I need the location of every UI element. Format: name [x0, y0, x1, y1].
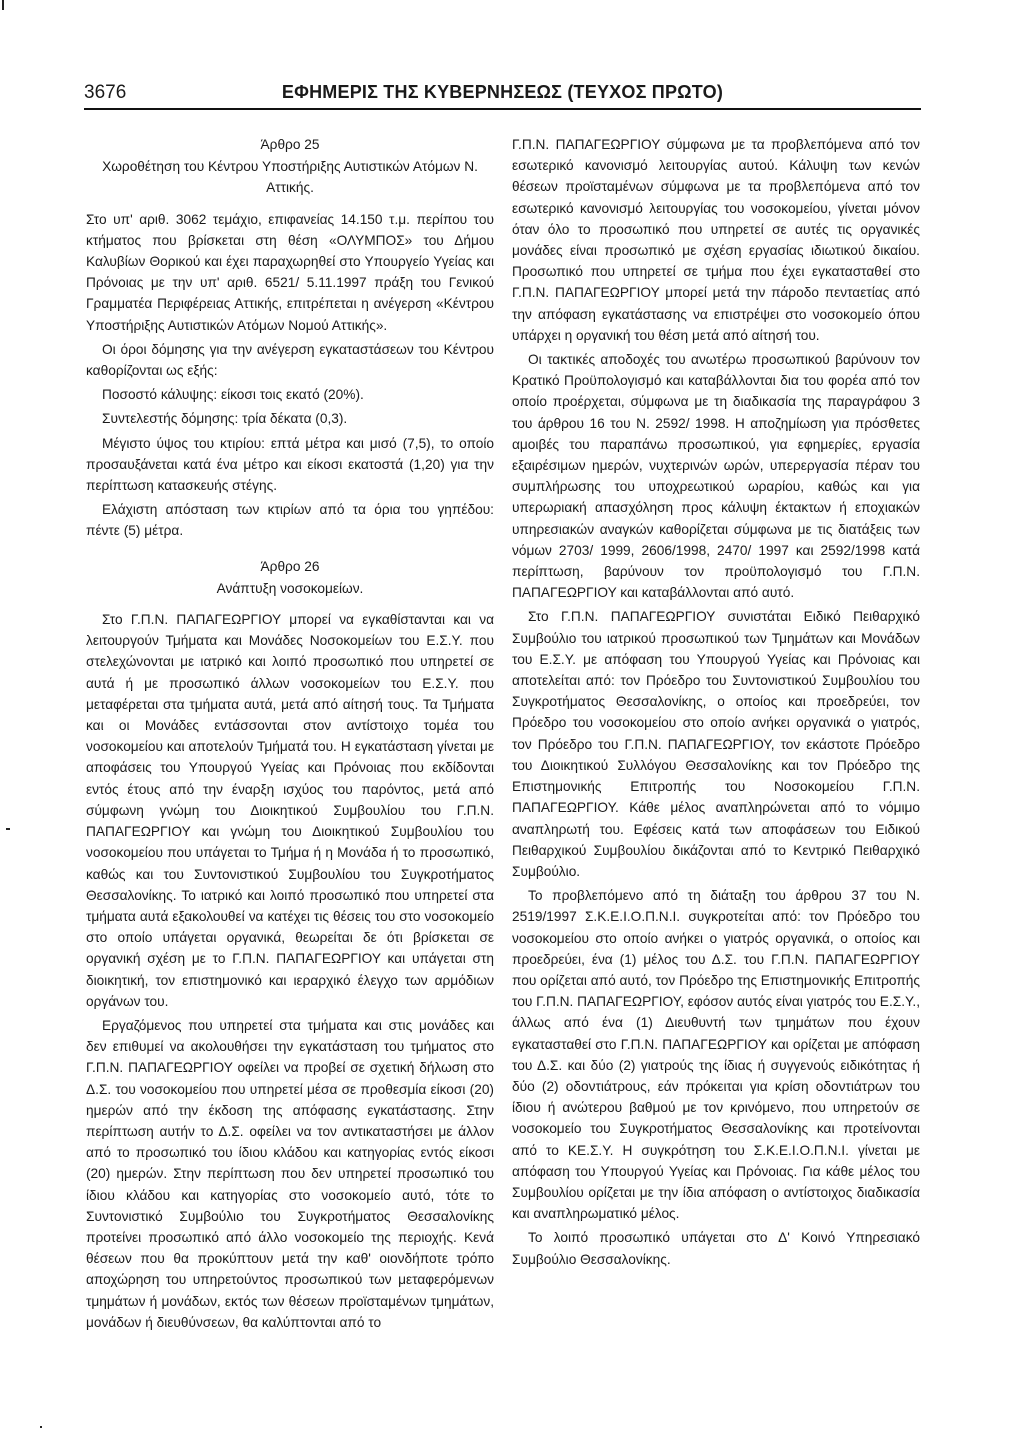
page-number: 3676 [84, 82, 127, 103]
article-title: Ανάπτυξη νοσοκομείων. [216, 580, 364, 596]
paragraph: Ποσοστό κάλυψης: είκοσι τοις εκατό (20%). [102, 387, 364, 403]
article-26-heading [86, 556, 494, 599]
article-number: Άρθρο 25 [260, 137, 320, 152]
paragraph: Ελάχιστη απόσταση των κτιρίων από τα όρια του γηπέδου: πέντε (5) μέτρα. [86, 502, 494, 539]
article-title: Χωροθέτηση του Κέντρου Υποστήριξης Αυτιστικών Ατόμων Ν. Αττικής. [102, 159, 478, 196]
scan-mark [6, 828, 10, 830]
scan-mark [2, 0, 4, 10]
left-column [86, 134, 494, 1336]
paragraph: Το λοιπό προσωπικό υπάγεται στο Δ' Κοινό Υπηρεσιακό Συμβούλιο Θεσσαλονίκης. [512, 1230, 920, 1267]
scan-mark [40, 1426, 42, 1428]
paragraph: Γ.Π.Ν. ΠΑΠΑΓΕΩΡΓΙΟΥ σύμφωνα με τα προβλεπόμενα από τον εσωτερικό κανονισμό λειτουργίας αυτού. Κάλυψη των κενών θέσεων προϊσταμένων σύμφωνα με τα προβλεπόμενα από τον εσωτερικό κανονισμό λειτουργίας του νοσοκομείου, γίνεται μόνον όταν όλο το προσωπικό που υπηρετεί σε αυτές τις οργανικές μονάδες είναι προσωπικό με σχέση εργασίας ιδιωτικού δικαίου. Προσωπικό που υπηρετεί σε τμήμα που έχει εγκατασταθεί στο Γ.Π.Ν. ΠΑΠΑΓΕΩΡΓΙΟΥ μπορεί μετά την πάροδο πενταετίας από την απόφαση εγκατάστασης να επιστρέψει στο νοσοκομείο όπου υπάρχει η οργανική του θέση μετά από αίτησή του. [512, 137, 920, 343]
running-title: ΕΦΗΜΕΡΙΣ ΤΗΣ ΚΥΒΕΡΝΗΣΕΩΣ (ΤΕΥΧΟΣ ΠΡΩΤΟ) [281, 82, 724, 102]
article-25-heading [86, 134, 494, 199]
paragraph: Στο Γ.Π.Ν. ΠΑΠΑΓΕΩΡΓΙΟΥ μπορεί να εγκαθίστανται και να λειτουργούν Τμήματα και Μονάδες Νοσοκομείων του Ε.Σ.Υ. που στελεχώνονται με ιατρικό και λοιπό προσωπικό που υπηρετεί σε αυτά ή με προσωπικό άλλων νοσοκομείων του Ε.Σ.Υ. που μεταφέρεται στα τμήματα αυτά, μετά από αίτησή τους. Τα Τμήματα και οι Μονάδες εντάσσονται στον αντίστοιχο τομέα του νοσοκομείου και αποτελούν Τμήματά του. Η εγκατάσταση γίνεται με αποφάσεις του Υπουργού Υγείας και Πρόνοιας που εκδίδονται εντός έτους από την έναρξη ισχύος του παρόντος, μετά από σύμφωνη γνώμη του Διοικητικού Συμβουλίου του Γ.Π.Ν. ΠΑΠΑΓΕΩΡΓΙΟΥ και γνώμη του Διοικητικού Συμβουλίου του νοσοκομείου που υπάγεται το Τμήμα ή η Μονάδα ή το προσωπικό, καθώς και του Συντονιστικού Συμβουλίου του Συγκροτήματος Θεσσαλονίκης. Το ιατρικό και λοιπό προσωπικό που υπηρετεί στα τμήματα αυτά εξακολουθεί να κατέχει τις θέσεις του στο νοσοκομείο στο οποίο υπάγεται οργανικά, θεωρείται δε ότι βρίσκεται σε οργανική σχέση με το Γ.Π.Ν. ΠΑΠΑΓΕΩΡΓΙΟΥ και υπάγεται στη διοικητική, τον επιστημονικό και ιεραρχικό έλεγχο των αρμόδιων οργάνων του. [86, 612, 494, 1009]
article-number: Άρθρο 26 [260, 558, 320, 574]
paragraph: Οι τακτικές αποδοχές του ανωτέρω προσωπικού βαρύνουν τον Κρατικό Προϋπολογισμό και καταβάλλονται δια του φορέα από τον οποίο προέρχεται, σύμφωνα με τη διαδικασία της παραγράφου 3 του άρθρου 16 του Ν. 2592/ 1998. Η αποζημίωση για πρόσθετες αμοιβές του παραπάνω προσωπικού, για εφημερίες, εργασία εξαιρέσιμων ημερών, νυχτερινών ωρών, υπερεργασία πέραν του συμπλήρωσης του υποχρεωτικού ωραρίου, καθώς και για υπερωριακή απασχόληση προς κάλυψη έκτακτων ή εποχιακών υπηρεσιακών αναγκών καθορίζεται σύμφωνα με τις διατάξεις των νόμων 2703/ 1999, 2606/1998, 2470/ 1997 και 2592/1998 κατά περίπτωση, βαρύνουν τον προϋπολογισμό του Γ.Π.Ν. ΠΑΠΑΓΕΩΡΓΙΟΥ και καταβάλλονται από αυτό. [512, 352, 920, 601]
paragraph: Εργαζόμενος που υπηρετεί στα τμήματα και στις μονάδες και δεν επιθυμεί να ακολουθήσει την εγκατάσταση του τμήματος στο Γ.Π.Ν. ΠΑΠΑΓΕΩΡΓΙΟΥ οφείλει να προβεί σε σχετική δήλωση στο Δ.Σ. του νοσοκομείου που υπηρετεί μέσα σε προθεσμία είκοσι (20) ημερών από την έκδοση της απόφασης εγκατάστασης. Στην περίπτωση αυτήν το Δ.Σ. οφείλει να τον αντικαταστήσει με άλλον από το προσωπικό του ίδιου κλάδου και κατηγορίας εντός είκοσι (20) ημερών. Στην περίπτωση που δεν υπηρετεί προσωπικό του ίδιου κλάδου και κατηγορίας στο νοσοκομείο αυτό, τότε το Συντονιστικό Συμβούλιο του Συγκροτήματος Θεσσαλονίκης προτείνει προσωπικό από άλλο νοσοκομείο της περιοχής. Κενά θέσεων που θα προκύπτουν μετά την καθ' οιονδήποτε τρόπο αποχώρηση του υπηρετούντος προσωπικού των μεταφερόμενων τμημάτων ή μονάδων, εκτός των θέσεων προϊσταμένων τμημάτων, μονάδων ή διευθύνσεων, θα καλύπτονται από το [86, 1017, 494, 1330]
paragraph: Στο υπ' αριθ. 3062 τεμάχιο, επιφανείας 14.150 τ.μ. περίπου του κτήματος που βρίσκεται στη θέση «ΟΛΥΜΠΟΣ» του Δήμου Καλυβίων Θορικού και έχει παραχωρηθεί στο Υπουργείο Υγείας και Πρόνοιας με την υπ' αριθ. 6521/ 5.11.1997 πράξη του Γενικού Γραμματέα Περιφέρειας Αττικής, επιτρέπεται η ανέγερση «Κέντρου Υποστήριξης Αυτιστικών Ατόμων Νομού Αττικής». [86, 211, 494, 333]
paragraph: Συντελεστής δόμησης: τρία δέκατα (0,3). [102, 411, 348, 427]
paragraph: Μέγιστο ύψος του κτιρίου: επτά μέτρα και μισό (7,5), το οποίο προσαυξάνεται κατά ένα μέτρο και είκοσι εκατοστά (1,20) για την περίπτωση κατασκευής στέγης. [86, 435, 494, 494]
paragraph: Στο Γ.Π.Ν. ΠΑΠΑΓΕΩΡΓΙΟΥ συνιστάται Ειδικό Πειθαρχικό Συμβούλιο του ιατρικού προσωπικού των Τμημάτων και Μονάδων του Ε.Σ.Υ. με απόφαση του Υπουργού Υγείας και Πρόνοιας και αποτελείται από: τον Πρόεδρο του Συντονιστικού Συμβουλίου του Συγκροτήματος Θεσσαλονίκης, ο οποίος και προεδρεύει, τον Πρόεδρο του νοσοκομείου στο οποίο ανήκει οργανικά ο γιατρός, τον Πρόεδρο του Γ.Π.Ν. ΠΑΠΑΓΕΩΡΓΙΟΥ, τον εκάστοτε Πρόεδρο του Διοικητικού Συλλόγου Θεσσαλονίκης και τον Πρόεδρο της Επιστημονικής Επιτροπής του Νοσοκομείου Γ.Π.Ν. ΠΑΠΑΓΕΩΡΓΙΟΥ. Κάθε μέλος αναπληρώνεται από το νόμιμο αναπληρωτή του. Εφέσεις κατά των αποφάσεων του Ειδικού Πειθαρχικού Συμβουλίου δικάζονται από το Κεντρικό Πειθαρχικό Συμβούλιο. [512, 609, 920, 879]
right-column [512, 134, 920, 1273]
page-header [84, 80, 921, 110]
paragraph: Το προβλεπόμενο από τη διάταξη του άρθρου 37 του Ν. 2519/1997 Σ.Κ.Ε.Ι.Ο.Π.Ν.Ι. συγκροτείται από: τον Πρόεδρο του νοσοκομείου στο οποίο ανήκει ο γιατρός οργανικά, ο οποίος και προεδρεύει, ένα (1) μέλος του Δ.Σ. του Γ.Π.Ν. ΠΑΠΑΓΕΩΡΓΙΟΥ που ορίζεται από αυτό, τον Πρόεδρο της Επιστημονικής Επιτροπής του Γ.Π.Ν. ΠΑΠΑΓΕΩΡΓΙΟΥ, εφόσον αυτός είναι γιατρός του Ε.Σ.Υ., άλλως από ένα (1) Διευθυντή των τμημάτων που έχουν εγκατασταθεί στο Γ.Π.Ν. ΠΑΠΑΓΕΩΡΓΙΟΥ και ορίζεται με απόφαση του Δ.Σ. και δύο (2) γιατρούς της ίδιας ή συγγενούς ειδικότητας ή δύο (2) οδοντιάτρους, εάν πρόκειται για κρίση οδοντιάτρων του ίδιου ή ανώτερου βαθμού με τον κρινόμενο, που υπηρετούν σε νοσοκομείο του Συγκροτήματος Θεσσαλονίκης και προτείνονται από το ΚΕ.Σ.Υ. Η συγκρότηση του Σ.Κ.Ε.Ι.Ο.Π.Ν.Ι. γίνεται με απόφαση του Υπουργού Υγείας και Πρόνοιας. Για κάθε μέλος του Συμβουλίου ορίζεται με την ίδια απόφαση ο αντίστοιχος διαδικασία και αναπληρωματικό μέλος. [512, 888, 920, 1222]
paragraph: Οι όροι δόμησης για την ανέγερση εγκαταστάσεων του Κέντρου καθορίζονται ως εξής: [86, 341, 494, 379]
